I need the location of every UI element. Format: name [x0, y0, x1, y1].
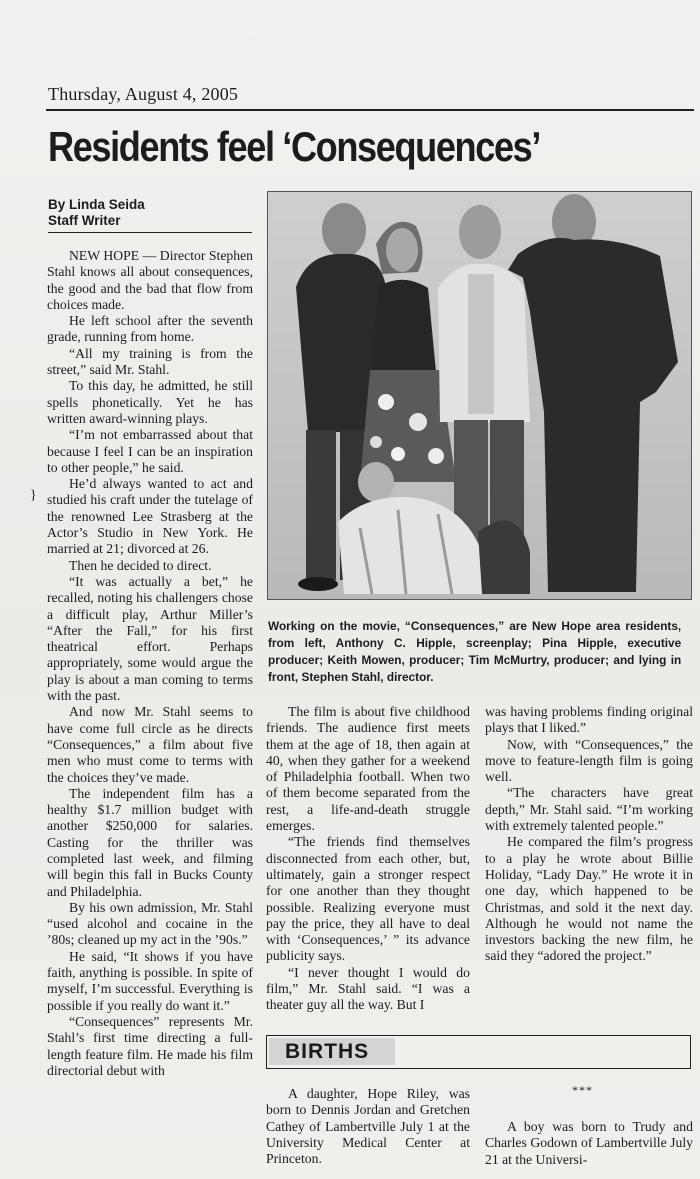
paragraph: Now, with “Consequences,” the move to feature-length film is going well.	[485, 736, 693, 785]
paragraph: “I never thought I would do film,” Mr. Stahl said. “I was a theater guy all the way. But I	[266, 964, 470, 1013]
paragraph: He left school after the seventh grade, running from home.	[47, 313, 253, 345]
top-rule	[46, 109, 694, 111]
paragraph: The film is about five childhood friends. The audience first meets them at the age of 18, then again at 40, when they gather for a weekend of Philadelphia football. When two of them become separated from the rest, a life-and-death struggle emerges.	[266, 704, 470, 834]
byline-rule	[48, 232, 252, 233]
paragraph: “It was actually a bet,” he recalled, noting his challengers chose a difficult play, Arthur Miller’s “After the Fall,” for his first theatrical effort. Perhaps appropriately, some would argue the play is about a man coming to terms with the past.	[47, 573, 253, 704]
headline: Residents feel ‘Consequences’	[48, 123, 541, 170]
paragraph: “The characters have great depth,” Mr. Stahl said. “I’m working with extremely talented people.”	[485, 785, 693, 834]
paragraph: He said, “It shows if you have faith, anything is possible. In spite of myself, I’m successful. Everything is possible if you really do want it.”	[47, 948, 253, 1013]
paragraph: “Consequences” represents Mr. Stahl’s first time directing a full-length feature film. He made his film directorial debut with	[47, 1013, 253, 1078]
dateline: Thursday, August 4, 2005	[48, 84, 239, 104]
paragraph: A daughter, Hope Riley, was born to Dennis Jordan and Gretchen Cathey of Lambertville July 1 at the University Medical Center at Princeton.	[266, 1086, 470, 1167]
byline-role: Staff Writer	[48, 213, 121, 228]
births-entry-1	[266, 1086, 470, 1167]
paragraph: was having problems finding original plays that I liked.”	[485, 704, 693, 736]
margin-mark: }	[30, 488, 37, 503]
births-separator: ***	[572, 1083, 593, 1097]
byline-author: By Linda Seida	[48, 197, 145, 212]
births-section-header	[266, 1035, 691, 1069]
article-column-3	[485, 704, 693, 965]
paragraph: And now Mr. Stahl seems to have come full circle as he directs “Consequences,” a film about five men who must come to terms with the choices they’ve made.	[47, 704, 253, 785]
paragraph: A boy was born to Trudy and Charles Godown of Lambertville July 21 at the Universi-	[485, 1119, 693, 1167]
paragraph: “The friends find themselves disconnected from each other, but, ultimately, gain a stronger respect for one another than they thought possible. Realizing everyone must pay the price, they all have to deal with ‘Consequences,’ ” its advance publicity says.	[266, 834, 470, 964]
cast-photo-illustration	[268, 192, 692, 600]
photo-caption: Working on the movie, “Consequences,” are New Hope area residents, from left, Anthony C. Hipple, screenplay; Pina Hipple, executive producer; Keith Mowen, producer; Tim McMurtry, producer; and lying in front, Stephen Stahl, director.	[268, 619, 682, 684]
paragraph: Then he decided to direct.	[69, 557, 212, 573]
paragraph: He compared the film’s progress to a play he wrote about Billie Holiday, “Lady Day.” He wrote it in one day, which happened to be Christmas, and sold it the next day. Although he would not name the investors backing the new film, he said they “adored the project.”	[485, 834, 693, 964]
paragraph: NEW HOPE — Director Stephen Stahl knows all about consequences, the good and the bad that flow from choices made.	[47, 248, 253, 312]
paragraph: By his own admission, Mr. Stahl “used alcohol and cocaine in the ’80s; cleaned up my act in the ’90s.”	[47, 899, 253, 948]
births-entry-2	[485, 1119, 693, 1168]
paragraph: To this day, he admitted, he still spells phonetically. Yet he has written award-winning plays.	[47, 378, 253, 426]
paragraph: The independent film has a healthy $1.7 million budget with another $250,000 for salaries. Casting for the thriller was completed last week, and filming will begin this fall in Bucks County and Philadelphia.	[47, 785, 253, 899]
cast-photo	[267, 191, 692, 600]
article-column-2	[266, 704, 470, 1014]
paragraph: He’d always wanted to act and studied his craft under the tutelage of the renowned Lee Strasberg at the Actor’s Studio in New York. He married at 21; divorced at 26.	[47, 476, 253, 557]
paragraph: “All my training is from the street,” said Mr. Stahl.	[47, 345, 253, 378]
byline	[48, 197, 253, 229]
paragraph: “I’m not embarrassed about that because I feel I can be an inspiration to other people,” he said.	[47, 427, 253, 475]
article-column-1	[47, 248, 253, 1079]
births-title: BIRTHS	[285, 1040, 370, 1063]
